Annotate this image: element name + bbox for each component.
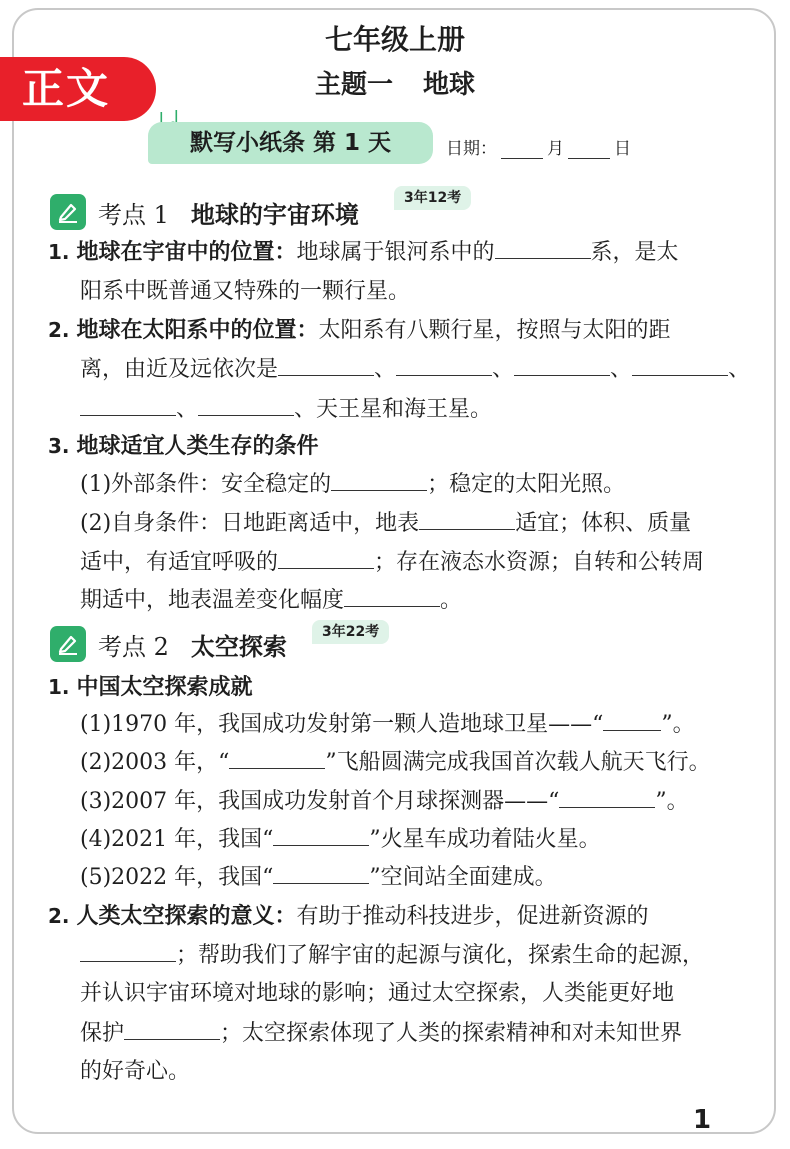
section-heading-2	[50, 626, 287, 662]
page-number: 1	[693, 1105, 712, 1135]
q5-line3: 并认识宇宙环境对地球的影响；通过太空探索，人类能更好地	[80, 981, 675, 1006]
text: ”。	[655, 789, 689, 814]
answer-blank[interactable]	[80, 389, 176, 416]
item-heading: 地球在宇宙中的位置：	[76, 240, 297, 265]
text: (2)2003 年，“	[80, 750, 230, 775]
section-title: 太空探索	[190, 631, 287, 661]
text: (1)1970 年，我国成功发射第一颗人造地球卫星——“	[80, 712, 604, 737]
item-heading: 地球在太阳系中的位置：	[76, 318, 319, 343]
sep: 、	[728, 357, 751, 382]
pencil-icon	[50, 194, 86, 230]
answer-blank[interactable]	[495, 232, 591, 259]
answer-blank[interactable]	[344, 580, 440, 607]
item-number: 2.	[48, 318, 70, 342]
q4-item-1	[80, 704, 695, 745]
month-blank[interactable]	[501, 140, 543, 159]
text: 适宜；体积、质量	[515, 511, 692, 536]
q3-line-a	[80, 464, 625, 505]
q4-item-2	[80, 742, 711, 783]
section-title: 地球的宇宙环境	[190, 199, 359, 229]
item-heading: 地球适宜人类生存的条件	[76, 434, 319, 459]
text: 期适中，地表温差变化幅度	[80, 588, 345, 613]
text: ”空间站全面建成。	[369, 865, 557, 890]
q5-line4	[80, 1013, 682, 1054]
section-number: 考点 1	[98, 200, 169, 229]
text: ；稳定的太阳光照。	[427, 472, 626, 497]
day-label: 日	[614, 139, 631, 159]
q2-line1	[48, 310, 671, 351]
answer-blank[interactable]	[278, 349, 374, 376]
day-blank[interactable]	[568, 140, 610, 159]
text: 保护	[80, 1021, 125, 1046]
text: ”。	[661, 712, 695, 737]
date-field	[446, 134, 631, 159]
frequency-badge: 3年12考	[394, 186, 471, 210]
item-heading: 人类太空探索的意义：	[76, 904, 297, 929]
item-number: 1.	[48, 240, 70, 264]
section-number: 考点 2	[98, 632, 169, 661]
answer-blank[interactable]	[603, 704, 661, 731]
text: (1)外部条件：安全稳定的	[80, 472, 332, 497]
item-number: 2.	[48, 904, 70, 928]
answer-blank[interactable]	[278, 542, 374, 569]
answer-blank[interactable]	[124, 1013, 220, 1040]
topic-title	[0, 64, 790, 101]
section-tag: 正文	[0, 57, 156, 121]
month-label: 月	[547, 139, 564, 159]
item-heading: 中国太空探索成就	[76, 675, 253, 700]
answer-blank[interactable]	[632, 349, 728, 376]
q3-line-b	[80, 503, 691, 544]
answer-blank[interactable]	[331, 464, 427, 491]
q3-heading	[48, 426, 319, 467]
pencil-icon	[50, 626, 86, 662]
text: (5)2022 年，我国“	[80, 865, 274, 890]
sep: 、	[492, 357, 515, 382]
sep: 、	[610, 357, 633, 382]
q2-line3	[80, 389, 492, 430]
text: 离，由近及远依次是	[80, 357, 279, 382]
text: ；太空探索体现了人类的探索精神和对未知世界	[220, 1021, 683, 1046]
q1-line1	[48, 232, 679, 273]
q5-line5: 的好奇心。	[80, 1059, 191, 1084]
q4-item-3	[80, 781, 689, 822]
grade-title: 七年级上册	[324, 23, 465, 56]
text: 太阳系有八颗行星，按照与太阳的距	[318, 318, 671, 343]
q4-item-5	[80, 857, 557, 898]
sep: 、	[176, 397, 199, 422]
text: (2)自身条件：日地距离适中，地表	[80, 511, 420, 536]
answer-blank[interactable]	[514, 349, 610, 376]
q3-line-d	[80, 580, 462, 621]
q2-line2	[80, 349, 750, 390]
text: ；存在液态水资源；自转和公转周	[374, 550, 705, 575]
text: (3)2007 年，我国成功发射首个月球探测器——“	[80, 789, 560, 814]
q5-line2	[80, 935, 704, 976]
text: 。	[440, 588, 463, 613]
answer-blank[interactable]	[273, 819, 369, 846]
answer-blank[interactable]	[559, 781, 655, 808]
topic-label: 主题一	[314, 70, 393, 100]
text: 、天王星和海王星。	[294, 397, 493, 422]
text: 系，是太	[590, 240, 679, 265]
daily-banner: 默写小纸条 第 1 天	[148, 122, 433, 164]
q5-line1	[48, 896, 649, 937]
q1-line2: 阳系中既普通又特殊的一颗行星。	[80, 279, 411, 304]
q4-heading	[48, 667, 253, 708]
date-label: 日期：	[446, 139, 497, 159]
answer-blank[interactable]	[198, 389, 294, 416]
answer-blank[interactable]	[229, 742, 325, 769]
answer-blank[interactable]	[419, 503, 515, 530]
banner-tail	[418, 146, 432, 162]
section-heading-1	[50, 194, 359, 230]
text: 适中，有适宜呼吸的	[80, 550, 279, 575]
text: ”火星车成功着陆火星。	[369, 827, 601, 852]
text: 地球属于银河系中的	[296, 240, 495, 265]
answer-blank[interactable]	[396, 349, 492, 376]
topic-name: 地球	[423, 70, 476, 100]
answer-blank[interactable]	[80, 935, 176, 962]
text: ”飞船圆满完成我国首次载人航天飞行。	[325, 750, 711, 775]
q3-line-c	[80, 542, 704, 583]
text: ；帮助我们了解宇宙的起源与演化，探索生命的起源，	[176, 943, 705, 968]
answer-blank[interactable]	[273, 857, 369, 884]
item-number: 1.	[48, 675, 70, 699]
sep: 、	[374, 357, 397, 382]
text: 有助于推动科技进步，促进新资源的	[296, 904, 649, 929]
text: (4)2021 年，我国“	[80, 827, 274, 852]
item-number: 3.	[48, 434, 70, 458]
q4-item-4	[80, 819, 601, 860]
frequency-badge: 3年22考	[312, 620, 389, 644]
